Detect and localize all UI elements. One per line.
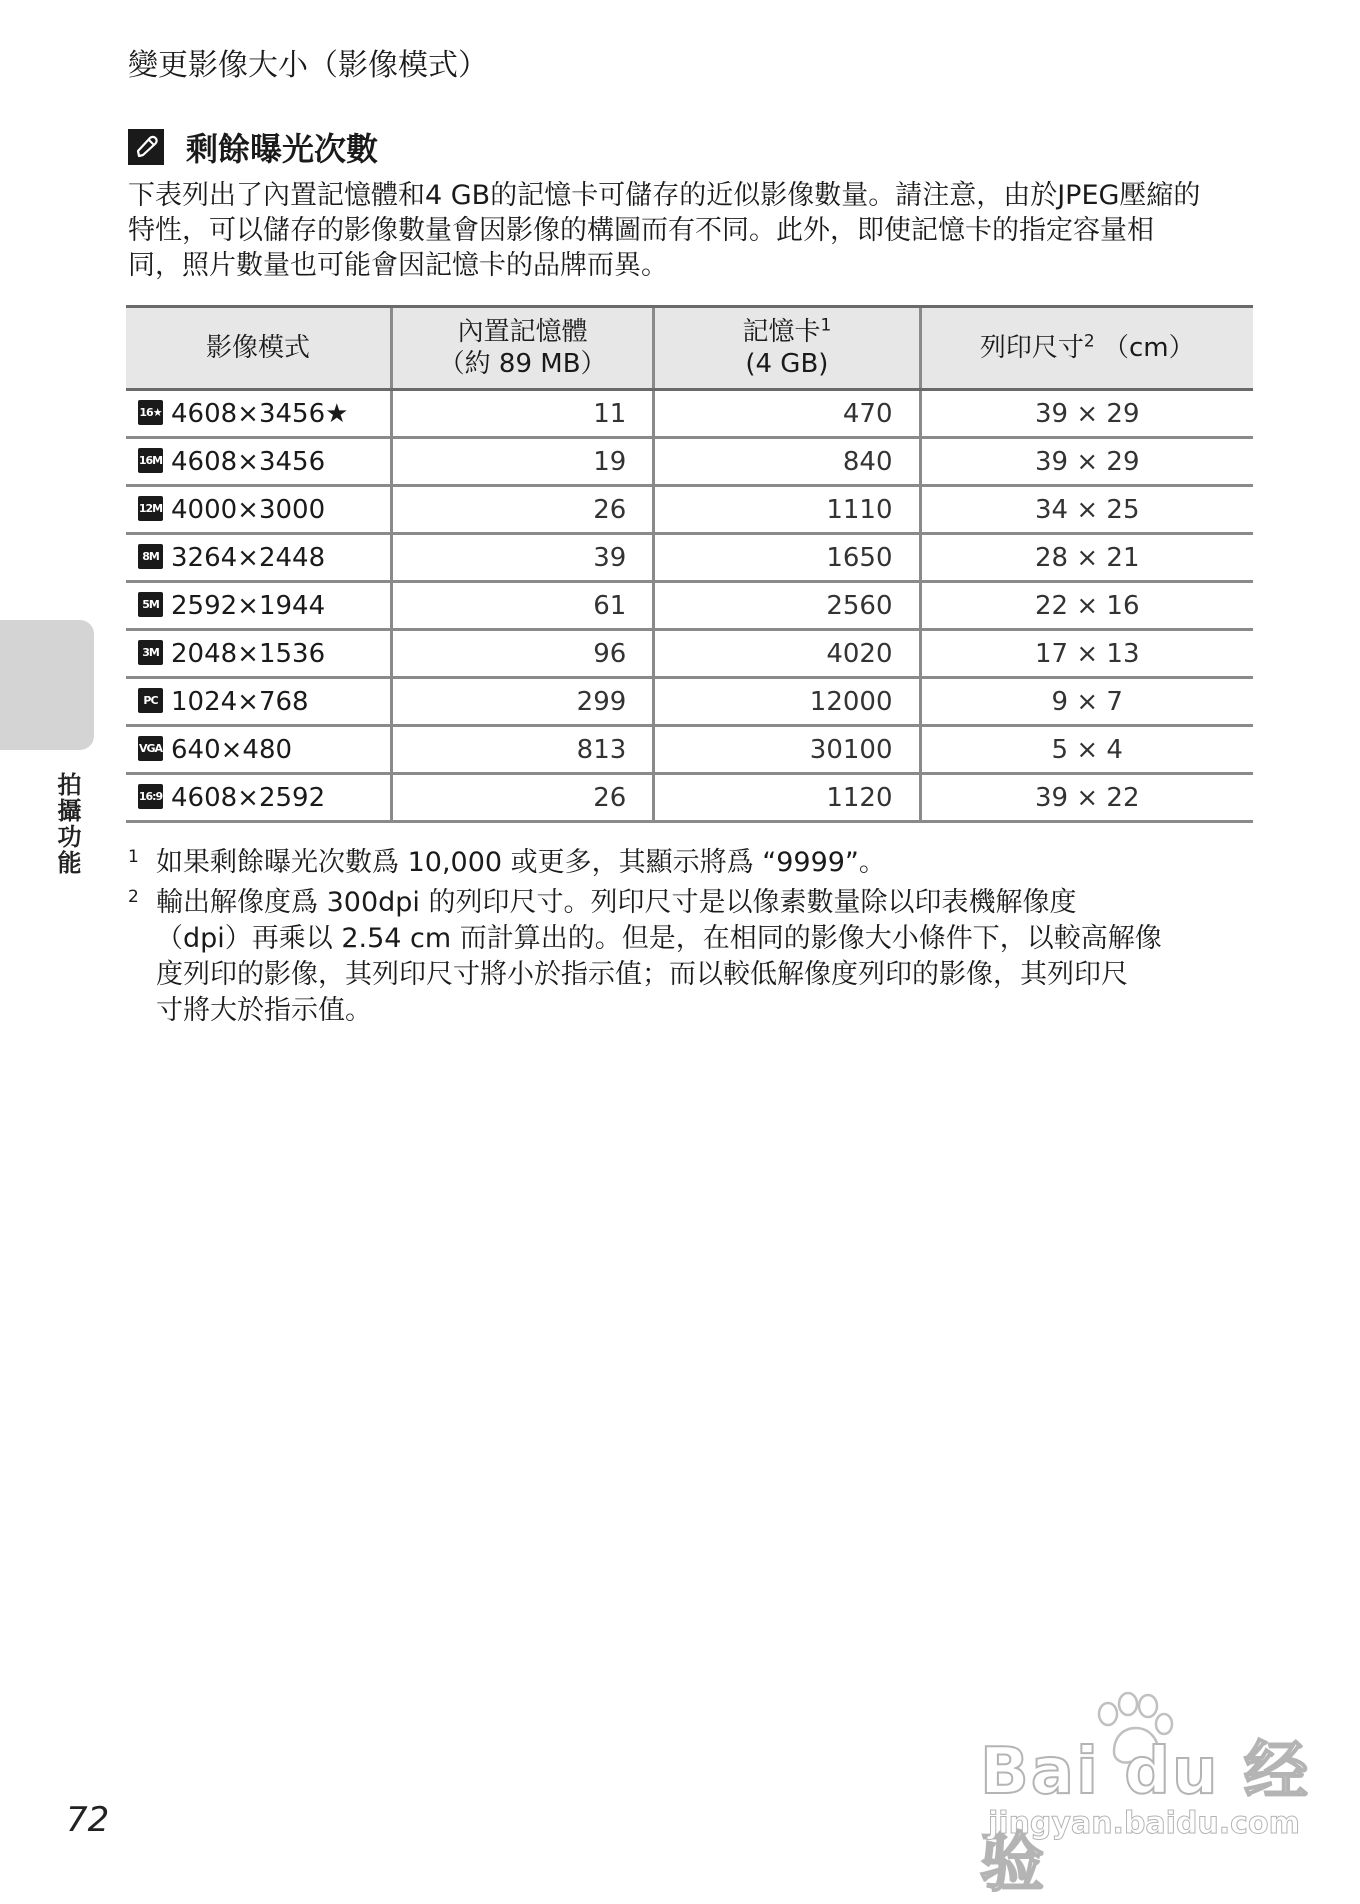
header-image-mode: 影像模式 — [126, 307, 391, 390]
cell-internal-count: 813 — [391, 726, 653, 774]
header-card-line2: (4 GB) — [745, 349, 829, 379]
cell-card-count: 1110 — [654, 486, 920, 534]
table-row — [126, 726, 1253, 774]
remaining-exposures-table — [126, 305, 1253, 823]
header-print-unit: （cm） — [1102, 333, 1195, 363]
footnotes — [128, 845, 1253, 1033]
image-mode-label: 1024×768 — [171, 686, 309, 717]
table-header-row — [126, 307, 1253, 390]
table-row — [126, 630, 1253, 678]
footnote-line: 輸出解像度爲 300dpi 的列印尺寸。列印尺寸是以像素數量除以印表機解像度 — [156, 887, 1077, 918]
footnote-line: 度列印的影像，其列印尺寸將小於指示值；而以較低解像度列印的影像，其列印尺 — [156, 959, 1128, 990]
footnote-ref-1: 1 — [820, 315, 832, 336]
image-mode-label: 4000×3000 — [171, 494, 326, 525]
cell-image-mode — [126, 486, 391, 534]
cell-card-count: 1120 — [654, 774, 920, 822]
cell-print-size: 39 × 29 — [920, 390, 1253, 438]
footnote-mark: 1 — [128, 847, 139, 867]
running-head: 變更影像大小（影像模式） — [128, 48, 488, 83]
header-card-line1: 記憶卡 — [742, 317, 821, 347]
footnote-mark: 2 — [128, 887, 139, 907]
page-number: 72 — [66, 1800, 110, 1840]
16m-star-mode-icon: 16★ — [138, 400, 163, 425]
cell-internal-count: 61 — [391, 582, 653, 630]
intro-paragraph — [128, 178, 1248, 283]
table-row — [126, 534, 1253, 582]
image-mode-label: 3264×2448 — [171, 542, 326, 573]
16m-mode-icon: 16M — [138, 448, 163, 473]
table-row — [126, 486, 1253, 534]
intro-line: 同，照片數量也可能會因記憶卡的品牌而異。 — [128, 250, 668, 281]
footnote-2 — [128, 885, 1253, 1029]
cell-internal-count: 39 — [391, 534, 653, 582]
cell-print-size: 34 × 25 — [920, 486, 1253, 534]
table-row — [126, 582, 1253, 630]
cell-image-mode — [126, 534, 391, 582]
note-title — [128, 124, 378, 170]
12m-mode-icon: 12M — [138, 496, 163, 521]
8m-mode-icon: 8M — [138, 544, 163, 569]
cell-image-mode — [126, 726, 391, 774]
table-row — [126, 438, 1253, 486]
cell-card-count: 470 — [654, 390, 920, 438]
cell-image-mode — [126, 630, 391, 678]
cell-internal-count: 299 — [391, 678, 653, 726]
cell-image-mode — [126, 774, 391, 822]
note-heading: 剩餘曝光次數 — [186, 130, 379, 168]
cell-card-count: 840 — [654, 438, 920, 486]
cell-internal-count: 26 — [391, 774, 653, 822]
footnote-line: 寸將大於指示值。 — [156, 995, 372, 1026]
header-internal-memory — [391, 307, 653, 390]
cell-internal-count: 96 — [391, 630, 653, 678]
image-mode-label: 2048×1536 — [171, 638, 326, 669]
cell-image-mode — [126, 438, 391, 486]
vga-mode-icon: VGA — [138, 736, 163, 761]
pencil-icon — [128, 129, 164, 165]
image-mode-label: 2592×1944 — [171, 590, 326, 621]
header-memory-card — [654, 307, 920, 390]
3m-mode-icon: 3M — [138, 640, 163, 665]
watermark-brand: Bai du 经验 — [980, 1735, 1310, 1901]
header-print-label: 列印尺寸 — [979, 333, 1084, 363]
section-label: 拍攝功能 — [53, 772, 81, 876]
footnote-ref-2: 2 — [1083, 331, 1095, 352]
cell-print-size: 9 × 7 — [920, 678, 1253, 726]
intro-line: 下表列出了內置記憶體和4 GB的記憶卡可儲存的近似影像數量。請注意，由於JPEG壓縮的 — [128, 180, 1201, 211]
16-9-mode-icon: 16:9 — [138, 784, 163, 809]
cell-print-size: 17 × 13 — [920, 630, 1253, 678]
section-tab — [0, 620, 94, 750]
footnote-1 — [128, 845, 1253, 881]
cell-card-count: 12000 — [654, 678, 920, 726]
header-internal-line2: （約 89 MB） — [438, 349, 607, 379]
5m-mode-icon: 5M — [138, 592, 163, 617]
image-mode-label: 4608×3456★ — [171, 398, 349, 429]
watermark-domain: jingyan.baidu.com — [988, 1806, 1300, 1841]
header-print-size — [920, 307, 1253, 390]
cell-image-mode — [126, 678, 391, 726]
table-row — [126, 774, 1253, 822]
cell-print-size: 39 × 29 — [920, 438, 1253, 486]
pc-mode-icon: PC — [138, 688, 163, 713]
table-row — [126, 390, 1253, 438]
cell-print-size: 5 × 4 — [920, 726, 1253, 774]
cell-image-mode — [126, 390, 391, 438]
cell-card-count: 4020 — [654, 630, 920, 678]
image-mode-label: 640×480 — [171, 734, 293, 765]
cell-card-count: 1650 — [654, 534, 920, 582]
cell-print-size: 39 × 22 — [920, 774, 1253, 822]
image-mode-label: 4608×2592 — [171, 782, 326, 813]
cell-internal-count: 19 — [391, 438, 653, 486]
table-row — [126, 678, 1253, 726]
image-mode-label: 4608×3456 — [171, 446, 326, 477]
cell-internal-count: 26 — [391, 486, 653, 534]
footnote-line: （dpi）再乘以 2.54 cm 而計算出的。但是，在相同的影像大小條件下，以較高解像 — [156, 923, 1162, 954]
cell-print-size: 22 × 16 — [920, 582, 1253, 630]
header-internal-line1: 內置記憶體 — [457, 317, 588, 347]
cell-print-size: 28 × 21 — [920, 534, 1253, 582]
cell-card-count: 2560 — [654, 582, 920, 630]
cell-internal-count: 11 — [391, 390, 653, 438]
footnote-line: 如果剩餘曝光次數爲 10,000 或更多，其顯示將爲 “9999”。 — [156, 847, 886, 878]
cell-card-count: 30100 — [654, 726, 920, 774]
intro-line: 特性，可以儲存的影像數量會因影像的構圖而有不同。此外，即使記憶卡的指定容量相 — [128, 215, 1154, 246]
cell-image-mode — [126, 582, 391, 630]
